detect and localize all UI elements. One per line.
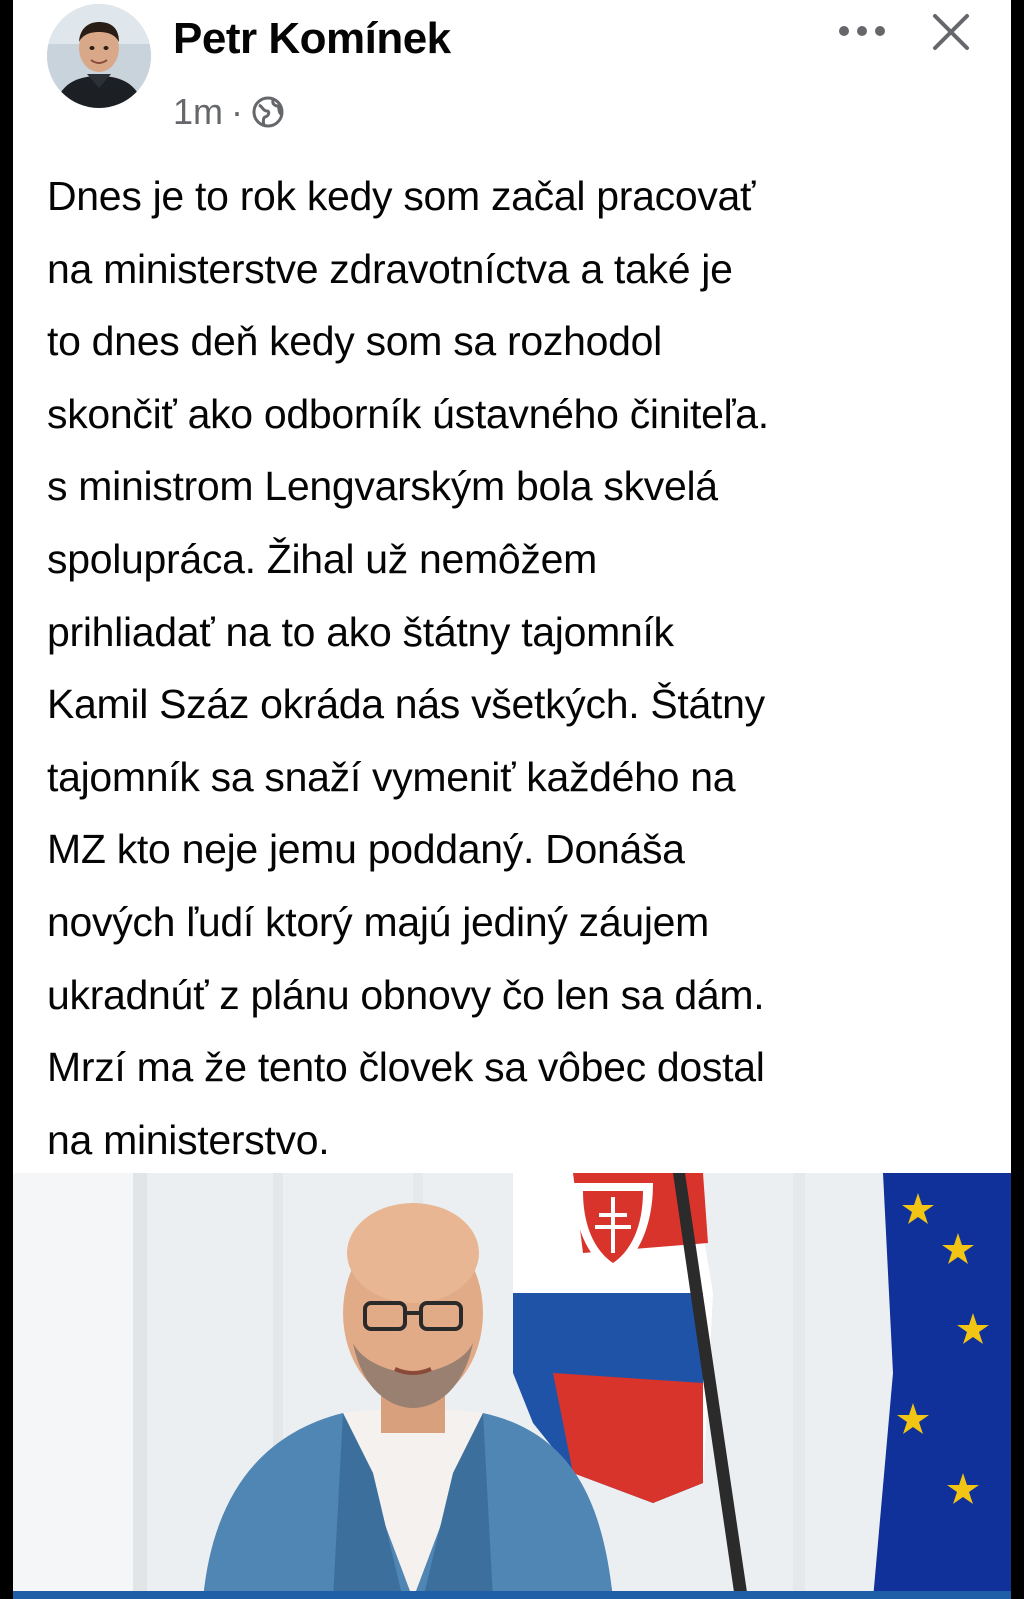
post-header xyxy=(13,0,1011,150)
author-name[interactable]: Petr Komínek xyxy=(173,14,451,63)
close-button[interactable] xyxy=(921,4,981,60)
more-options-button[interactable] xyxy=(831,6,893,56)
post-meta xyxy=(173,90,285,134)
post-photo-image xyxy=(13,1173,1011,1599)
post-text: Dnes je to rok kedy som začal pracovať na ministerstve zdravotníctva a také je to dnes deň kedy som sa rozhodol skončiť ako odborník ústavného činiteľa. s ministrom Lengvarským bola skvelá spolupráca. Žihal už nemôžem prihliadať na to ako štátny tajomník Kamil Száz okráda nás všetkých. Štátny tajomník sa snaží vymeniť každého na MZ kto neje jemu poddaný. Donáša nových ľudí ktorý majú jediný záujem ukradnúť z plánu obnovy čo len sa dám. Mrzí ma že tento človek sa vôbec dostal na ministerstvo. xyxy=(47,173,769,1163)
post-photo[interactable] xyxy=(13,1173,1011,1599)
post-timestamp[interactable]: 1m xyxy=(173,91,224,132)
more-horizontal-icon xyxy=(835,23,889,39)
globe-icon[interactable] xyxy=(251,95,285,129)
close-icon xyxy=(931,12,971,52)
meta-separator: · xyxy=(231,91,244,132)
author-avatar[interactable] xyxy=(47,4,151,108)
avatar-image xyxy=(47,4,151,108)
post-card xyxy=(13,0,1011,1599)
